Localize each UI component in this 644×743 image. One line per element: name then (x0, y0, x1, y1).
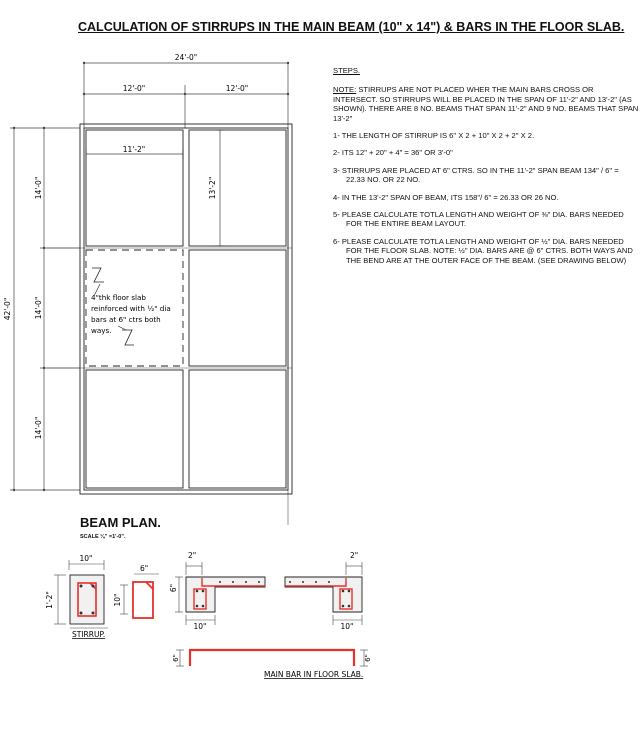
bar-end-left-label: 6" (172, 654, 180, 662)
overall-length-label: 42'-0" (3, 297, 12, 321)
step-1: 1- THE LENGTH OF STIRRUP IS 6" X 2 + 10" X 2 + 2" X 2. (333, 131, 535, 141)
stirrup-shape-detail (120, 574, 159, 618)
beam-width-left-label: 10" (193, 622, 207, 631)
slab-section-left (175, 562, 265, 625)
step-5: 5- PLEASE CALCULATE TOTLA LENGTH AND WEIGHT OF ⅜" DIA. BARS NEEDED FOR THE ENTIRE BEAM LAYOUT. (333, 210, 624, 229)
page-title: CALCULATION OF STIRRUPS IN THE MAIN BEAM (10" x 14") & BARS IN THE FLOOR SLAB. (78, 20, 625, 34)
beam-width-right-label: 10" (340, 622, 354, 631)
bay-length-3-label: 14'-0" (34, 416, 43, 440)
overall-width-label: 24'-0" (174, 53, 198, 62)
note-paragraph (333, 85, 639, 123)
steps-heading: STEPS. (333, 66, 361, 75)
stirrup-inner-label: 10" (113, 593, 122, 607)
top-dimensions (84, 63, 288, 159)
step-2: 2- ITS 12" + 20" + 4" = 36" OR 3'-0" (333, 148, 453, 158)
beam-left-dimension-label: 6" (169, 583, 178, 593)
slab-bend-right-label: 2" (350, 551, 359, 560)
slab-break-symbol-top (92, 268, 104, 282)
clear-span-short-label: 11'-2" (122, 145, 146, 154)
hook-length-label: 6" (140, 564, 149, 573)
stirrup-width-label: 10" (79, 554, 93, 563)
stirrup-height-label: 1'-2" (45, 591, 54, 609)
note-label: NOTE: (333, 85, 357, 95)
step-4: 4- IN THE 13'-2" SPAN OF BEAM, ITS 158"/ 6" = 26.33 OR 26 NO. (333, 192, 559, 202)
step-3: 3- STIRRUPS ARE PLACED AT 6" CTRS. SO IN THE 11'-2" SPAN BEAM 134" / 6" = 22.33 NO. OR 22 NO. (333, 165, 619, 185)
stirrup-label: STIRRUP. (72, 630, 106, 639)
slab-break-symbol-bottom (122, 330, 134, 345)
calculation-notes (333, 66, 639, 273)
bay-width-right-label: 12'-0" (225, 84, 249, 93)
clear-span-long-label: 13'-2" (208, 176, 217, 200)
step-6: 6- PLEASE CALCULATE TOTLA LENGTH AND WEIGHT OF ½" DIA. BARS NEEDED FOR THE FLOOR SLAB. NOTE: ½" DIA. BARS ARE @ 6" CTRS. BOTH WAYS AND THE BEND ARE AT THE OUTER FACE OF THE BEAM. (SEE DRAWING BELOW) (333, 236, 633, 265)
bar-end-right-label: 6" (364, 654, 372, 662)
bay-length-1-label: 14'-0" (34, 176, 43, 200)
bay-length-2-label: 14'-0" (34, 296, 43, 320)
bay-width-left-label: 12'-0" (122, 84, 146, 93)
main-bar-detail (176, 650, 368, 666)
slab-note-line-2: reinforced with ½" dia (91, 304, 171, 313)
beam-plan-label: BEAM PLAN. (80, 515, 161, 530)
stirrup-section-detail (54, 560, 108, 628)
scale-label: SCALE ⅛" =1'-0". (80, 534, 126, 540)
grid-lines (46, 248, 292, 525)
slab-section-right (285, 562, 362, 625)
slab-note-line-4: ways. (91, 326, 112, 335)
note-text: STIRRUPS ARE NOT PLACED WHER THE MAIN BARS CROSS OR INTERSECT. SO STIRRUPS WILL BE PLACED IN THE SPAN OF 11'-2" AND 13'-2" (AS SHOWN). THERE ARE 8 NO. BEAMS THAT SPAN 11'-2" AND 9 NO. BEAMS THAT SPAN 13'-2" (333, 85, 639, 123)
main-bar-label: MAIN BAR IN FLOOR SLAB. (264, 670, 364, 679)
slab-note-line-3: bars at 6" ctrs both (91, 315, 161, 324)
slab-bend-label: 2" (188, 551, 197, 560)
slab-note-line-1: 4"thk floor slab (91, 293, 146, 302)
